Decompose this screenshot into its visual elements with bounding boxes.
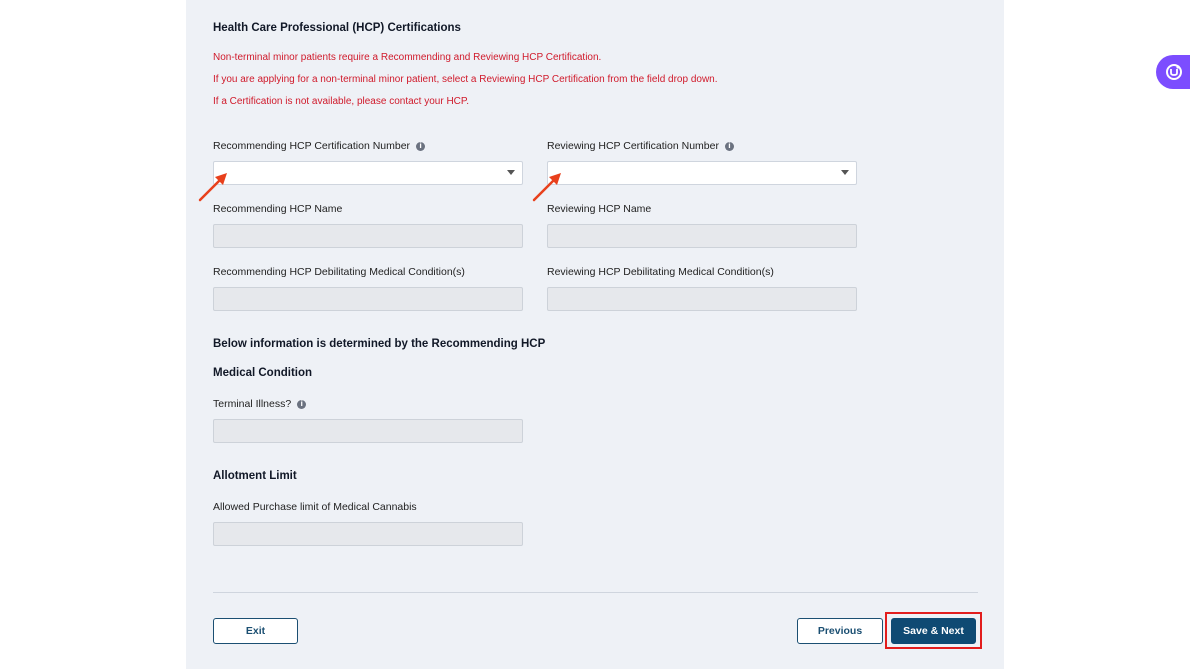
- info-icon[interactable]: i: [416, 142, 425, 151]
- reviewing-condition-label: Reviewing HCP Debilitating Medical Condition(s): [547, 266, 774, 278]
- determined-heading: Below information is determined by the Recommending HCP: [213, 338, 546, 350]
- recommending-cert-label: [213, 140, 425, 152]
- purchase-limit-label: Allowed Purchase limit of Medical Cannabis: [213, 501, 417, 513]
- save-next-highlight: [885, 612, 982, 649]
- purchase-limit-field: [213, 522, 523, 546]
- reviewing-name-field: [547, 224, 857, 248]
- annotation-arrow-left: [196, 170, 232, 204]
- chevron-down-icon: [841, 170, 849, 175]
- recommending-condition-label: Recommending HCP Debilitating Medical Condition(s): [213, 266, 465, 278]
- terminal-illness-label-text: Terminal Illness?: [213, 398, 292, 410]
- annotation-arrow-right: [530, 170, 566, 204]
- recommending-name-field: [213, 224, 523, 248]
- notice-line-1: Non-terminal minor patients require a Recommending and Reviewing HCP Certification.: [213, 52, 602, 63]
- reviewing-condition-field: [547, 287, 857, 311]
- recommending-cert-label-text: Recommending HCP Certification Number: [213, 140, 411, 152]
- reviewing-name-label: Reviewing HCP Name: [547, 203, 652, 215]
- save-next-button[interactable]: Save & Next: [891, 618, 976, 644]
- info-icon[interactable]: i: [725, 142, 734, 151]
- terminal-illness-label: [213, 398, 306, 410]
- assistant-icon: [1165, 63, 1183, 81]
- previous-button[interactable]: Previous: [797, 618, 883, 644]
- notice-line-3: If a Certification is not available, please contact your HCP.: [213, 96, 470, 107]
- recommending-cert-select[interactable]: [213, 161, 523, 185]
- section-title: Health Care Professional (HCP) Certifications: [213, 22, 461, 34]
- recommending-name-label: Recommending HCP Name: [213, 203, 343, 215]
- exit-button[interactable]: Exit: [213, 618, 298, 644]
- assistant-launcher[interactable]: [1156, 55, 1190, 89]
- allotment-limit-title: Allotment Limit: [213, 470, 297, 482]
- reviewing-cert-label-text: Reviewing HCP Certification Number: [547, 140, 719, 152]
- recommending-condition-field: [213, 287, 523, 311]
- terminal-illness-field: [213, 419, 523, 443]
- notice-line-2: If you are applying for a non-terminal minor patient, select a Reviewing HCP Certification from the field drop down.: [213, 74, 718, 85]
- medical-condition-title: Medical Condition: [213, 367, 313, 379]
- chevron-down-icon: [507, 170, 515, 175]
- footer-divider: [213, 592, 978, 593]
- reviewing-cert-label: [547, 140, 734, 152]
- reviewing-cert-select[interactable]: [547, 161, 857, 185]
- info-icon[interactable]: i: [297, 400, 306, 409]
